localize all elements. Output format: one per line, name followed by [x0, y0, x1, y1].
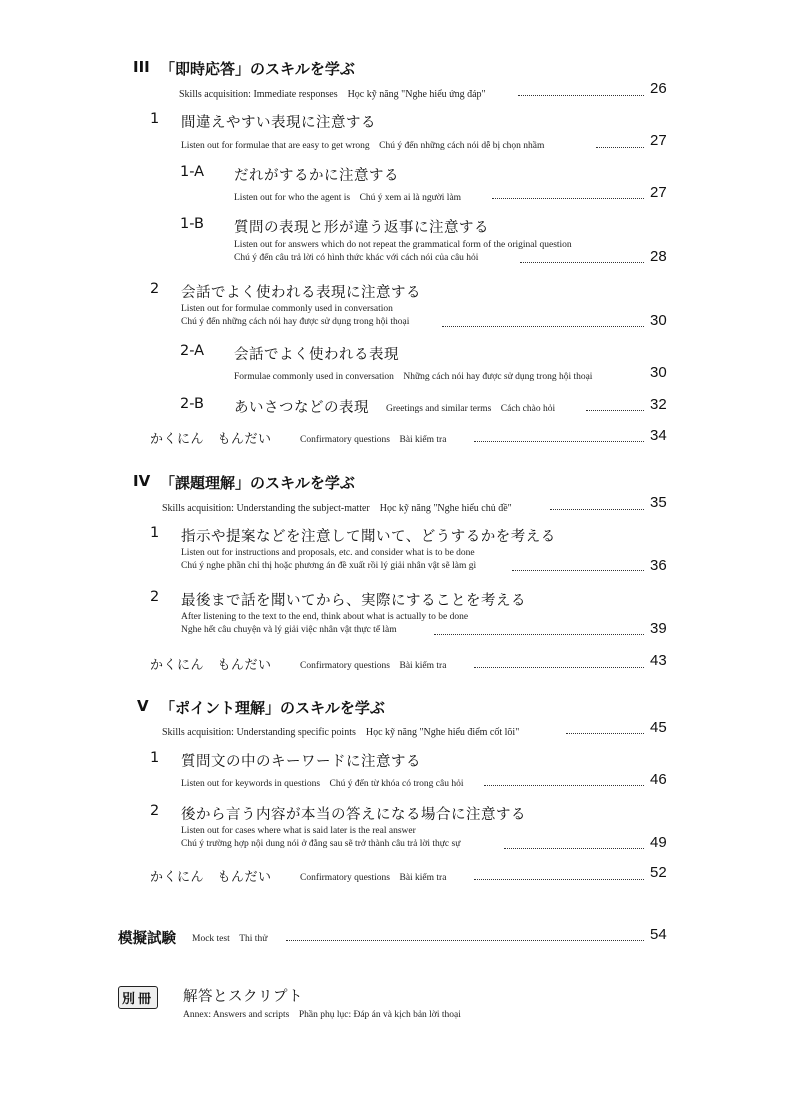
entry-title: 質問文の中のキーワードに注意する: [181, 754, 421, 770]
entry-title: 指示や提案などを注意して聞いて、どうするかを考える: [181, 529, 556, 545]
entry-desc: Chú ý đến câu trả lời có hình thức khác với cách nói của câu hỏi: [234, 253, 479, 263]
section-subtitle: Skills acquisition: Immediate responses Học kỹ năng "Nghe hiểu ứng đáp": [179, 89, 486, 100]
entry-desc: Chú ý nghe phần chỉ thị hoặc phương án đề xuất rồi lý giải nhân vật sẽ làm gì: [181, 561, 477, 571]
entry-title: 間違えやすい表現に注意する: [181, 115, 376, 131]
leader-dots: [484, 785, 644, 786]
leader-dots: [566, 733, 644, 734]
entry-desc: After listening to the text to the end, think about what is actually to be done: [181, 612, 469, 622]
section-title: 「ポイント理解」のスキルを学ぶ: [160, 699, 385, 717]
confirm-desc: Confirmatory questions Bài kiểm tra: [300, 661, 447, 671]
section-number: III: [133, 58, 150, 76]
page-number: 32: [650, 396, 667, 413]
mock-test-title: 模擬試験: [118, 931, 176, 947]
entry-desc: Formulae commonly used in conversation Những cách nói hay được sử dụng trong hội thoại: [234, 372, 593, 382]
section-title: 「即時応答」のスキルを学ぶ: [160, 60, 355, 78]
leader-dots: [286, 940, 644, 941]
section-title: 「課題理解」のスキルを学ぶ: [160, 474, 355, 492]
entry-title: 質問の表現と形が違う返事に注意する: [234, 220, 489, 236]
page-number: 26: [650, 80, 667, 97]
annex-title: 解答とスクリプト: [183, 989, 303, 1005]
leader-dots: [474, 879, 644, 880]
leader-dots: [474, 667, 644, 668]
page-number: 28: [650, 248, 667, 265]
entry-desc: Listen out for who the agent is Chú ý xem ai là người làm: [234, 193, 462, 203]
entry-number: 2-A: [180, 343, 205, 359]
leader-dots: [520, 262, 644, 263]
entry-desc: Listen out for keywords in questions Chú ý đến từ khóa có trong câu hỏi: [181, 779, 464, 789]
entry-desc: Chú ý đến những cách nói hay được sử dụng trong hội thoại: [181, 317, 410, 327]
confirm-label: かくにん もんだい: [150, 870, 272, 885]
entry-desc: Listen out for answers which do not repeat the grammatical form of the original question: [234, 240, 572, 250]
leader-dots: [474, 441, 644, 442]
section-number: V: [137, 697, 149, 715]
entry-desc: Listen out for instructions and proposals, etc. and consider what is to be done: [181, 548, 475, 558]
entry-title: 最後まで話を聞いてから、実際にすることを考える: [181, 593, 526, 609]
entry-number: 1: [150, 111, 160, 127]
page-number: 30: [650, 364, 667, 381]
leader-dots: [550, 509, 644, 510]
entry-desc: Listen out for cases where what is said later is the real answer: [181, 826, 416, 836]
page-number: 54: [650, 926, 667, 943]
entry-number: 1-A: [180, 164, 205, 180]
confirm-label: かくにん もんだい: [150, 658, 272, 673]
page-number: 27: [650, 184, 667, 201]
entry-number: 1-B: [180, 216, 204, 232]
entry-title: だれがするかに注意する: [234, 168, 399, 184]
section-subtitle: Skills acquisition: Understanding the subject-matter Học kỹ năng "Nghe hiểu chủ đề": [162, 503, 512, 514]
confirm-label: かくにん もんだい: [150, 432, 272, 447]
entry-number: 1: [150, 525, 160, 541]
mock-test-desc: Mock test Thi thử: [192, 934, 268, 944]
leader-dots: [492, 198, 644, 199]
entry-number: 2: [150, 803, 160, 819]
page-number: 35: [650, 494, 667, 511]
confirm-desc: Confirmatory questions Bài kiểm tra: [300, 873, 447, 883]
page-number: 36: [650, 557, 667, 574]
entry-title: 会話でよく使われる表現: [234, 347, 399, 363]
entry-desc: Listen out for formulae commonly used in conversation: [181, 304, 393, 314]
page-number: 30: [650, 312, 667, 329]
entry-desc: Nghe hết câu chuyện và lý giải việc nhân vật thực tế làm: [181, 625, 397, 635]
leader-dots: [518, 95, 644, 96]
annex-box-label: 別冊: [118, 986, 158, 1009]
page-number: 45: [650, 719, 667, 736]
confirm-desc: Confirmatory questions Bài kiểm tra: [300, 435, 447, 445]
entry-title: 後から言う内容が本当の答えになる場合に注意する: [181, 807, 526, 823]
page-number: 52: [650, 864, 667, 881]
page-number: 46: [650, 771, 667, 788]
annex-desc: Annex: Answers and scripts Phần phụ lục: Đáp án và kịch bản lời thoại: [183, 1010, 461, 1020]
page-number: 43: [650, 652, 667, 669]
entry-number: 2: [150, 589, 160, 605]
page-number: 49: [650, 834, 667, 851]
section-number: IV: [133, 472, 151, 490]
page-number: 39: [650, 620, 667, 637]
leader-dots: [504, 848, 644, 849]
page-number: 27: [650, 132, 667, 149]
leader-dots: [434, 634, 644, 635]
leader-dots: [596, 147, 644, 148]
entry-desc: Chú ý trường hợp nội dung nói ở đằng sau sẽ trở thành câu trả lời thực sự: [181, 839, 461, 849]
leader-dots: [442, 326, 644, 327]
page-number: 34: [650, 427, 667, 444]
entry-number: 1: [150, 750, 160, 766]
entry-desc: Listen out for formulae that are easy to get wrong Chú ý đến những cách nói dễ bị chọn nhầm: [181, 141, 545, 151]
entry-desc: Greetings and similar terms Cách chào hỏi: [386, 404, 556, 414]
entry-title: 会話でよく使われる表現に注意する: [181, 285, 421, 301]
entry-title: あいさつなどの表現: [234, 400, 369, 416]
leader-dots: [586, 410, 644, 411]
leader-dots: [512, 570, 644, 571]
entry-number: 2: [150, 281, 160, 297]
section-subtitle: Skills acquisition: Understanding specific points Học kỹ năng "Nghe hiểu điểm cốt lõi": [162, 727, 520, 738]
entry-number: 2-B: [180, 396, 204, 412]
